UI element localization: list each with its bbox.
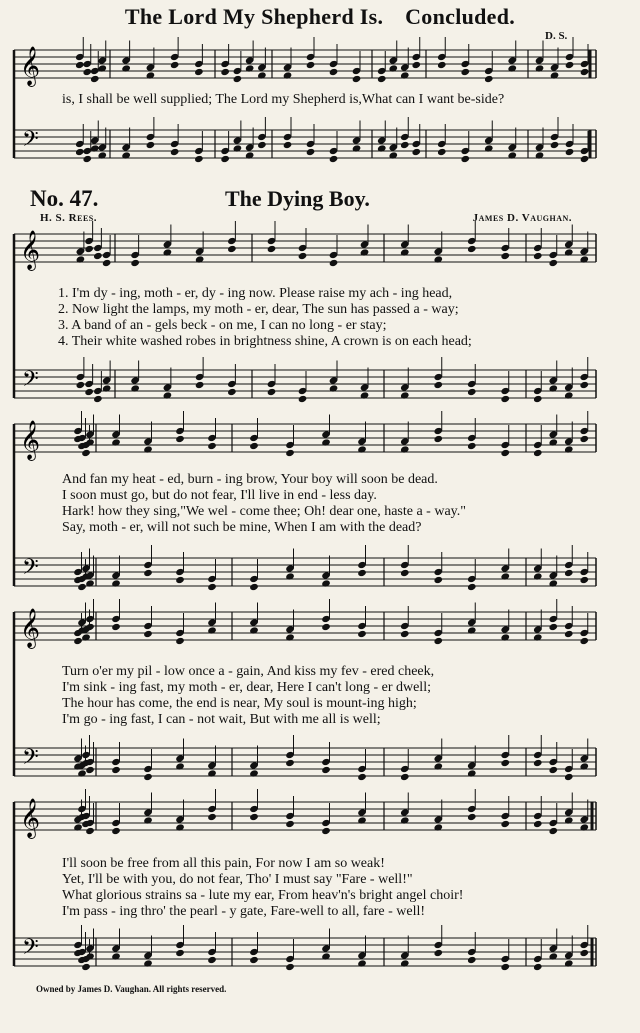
- lyric-line: 2. Now light the lamps, my moth - er, dear, The sun has passed a - way;: [58, 302, 459, 317]
- note-head: [400, 630, 410, 638]
- note-head: [500, 963, 510, 971]
- note-head: [82, 155, 92, 163]
- note-head: [329, 155, 339, 163]
- note-head: [84, 245, 94, 253]
- note-head: [377, 75, 387, 83]
- note-head: [329, 68, 339, 76]
- note-head: [580, 155, 590, 163]
- note-head: [579, 949, 589, 957]
- note-head: [111, 827, 121, 835]
- note-head: [484, 75, 494, 83]
- note-head: [357, 569, 367, 577]
- note-head: [400, 569, 410, 577]
- note-head: [533, 759, 543, 767]
- note-head: [565, 61, 575, 69]
- note-head: [143, 569, 153, 577]
- note-head: [321, 827, 331, 835]
- lyric-line: I'm go - ing fast, I can - not wait, But with me all is well;: [62, 712, 381, 727]
- note-head: [285, 759, 295, 767]
- note-head: [220, 68, 230, 76]
- note-head: [548, 259, 558, 267]
- note-head: [579, 381, 589, 389]
- copyright-footer: Owned by James D. Vaughan. All rights reserved.: [36, 984, 227, 994]
- lyric-line: Turn o'er my pil - low once a - gain, And kiss my fev - ered cheek,: [62, 664, 435, 679]
- note-head: [73, 637, 83, 645]
- note-head: [357, 630, 367, 638]
- lyric-line: Hark! how they sing,"We wel - come thee; Oh! dear one, haste a - way.": [62, 504, 466, 519]
- note-head: [285, 963, 295, 971]
- treble-clef-icon: 𝄞: [20, 230, 41, 270]
- treble-clef-icon: 𝄞: [20, 420, 41, 460]
- note-head: [564, 773, 574, 781]
- note-head: [579, 576, 589, 584]
- note-head: [580, 68, 590, 76]
- composer-credit: James D. Vaughan.: [472, 212, 572, 224]
- lyric-line: The hour has come, the end is near, My soul is mount-ing high;: [62, 696, 417, 711]
- lyricist-credit: H. S. Rees.: [40, 212, 97, 224]
- note-head: [411, 61, 421, 69]
- note-head: [227, 388, 237, 396]
- note-head: [437, 148, 447, 156]
- note-head: [76, 381, 86, 389]
- lyric-line: And fan my heat - ed, burn - ing brow, Your boy will soon be dead.: [62, 472, 438, 487]
- note-head: [411, 148, 421, 156]
- note-head: [77, 583, 87, 591]
- note-head: [400, 773, 410, 781]
- note-head: [433, 637, 443, 645]
- note-head: [85, 827, 95, 835]
- bass-clef-icon: 𝄢: [22, 935, 39, 965]
- note-head: [467, 583, 477, 591]
- note-head: [75, 61, 85, 69]
- note-head: [500, 395, 510, 403]
- note-head: [321, 623, 331, 631]
- bass-clef-icon: 𝄢: [22, 555, 39, 585]
- concluded-label: Concluded.: [405, 4, 516, 29]
- note-head: [195, 381, 205, 389]
- note-head: [75, 148, 85, 156]
- note-head: [433, 576, 443, 584]
- note-head: [500, 759, 510, 767]
- note-head: [207, 583, 217, 591]
- note-head: [460, 68, 470, 76]
- note-head: [285, 820, 295, 828]
- lyric-line: What glorious strains sa - lute my ear, From heav'n's bright angel choir!: [62, 888, 464, 903]
- hymn-title: The Dying Boy.: [225, 186, 370, 211]
- note-head: [220, 155, 230, 163]
- note-head: [249, 442, 259, 450]
- bass-clef-icon: 𝄢: [22, 367, 39, 397]
- hymn-number: No. 47.: [30, 186, 99, 211]
- note-head: [306, 61, 316, 69]
- note-head: [352, 75, 362, 83]
- lyric-line: I soon must go, but do not fear, I'll live in end - less day.: [62, 488, 377, 503]
- note-head: [170, 61, 180, 69]
- note-head: [467, 956, 477, 964]
- lyric-line: 3. A band of an - gels beck - on me, I can no long - er stay;: [58, 318, 387, 333]
- note-head: [579, 435, 589, 443]
- note-head: [550, 141, 560, 149]
- note-head: [146, 141, 156, 149]
- note-head: [257, 141, 267, 149]
- note-head: [533, 252, 543, 260]
- note-head: [306, 148, 316, 156]
- note-head: [267, 388, 277, 396]
- note-head: [500, 820, 510, 828]
- note-head: [400, 141, 410, 149]
- note-head: [564, 630, 574, 638]
- lyric-line: 4. Their white washed robes in brightness shine, A crown is on each head;: [58, 334, 472, 349]
- note-head: [298, 395, 308, 403]
- note-head: [227, 245, 237, 253]
- note-head: [194, 155, 204, 163]
- lyric-line: I'm pass - ing thro' the pearl - y gate, Fare-well to all, fare - well!: [62, 904, 426, 919]
- lyric-line: Say, moth - er, will not such be mine, When I am with the dead?: [62, 520, 422, 535]
- note-head: [207, 442, 217, 450]
- concluded-lyric: is, I shall be well supplied; The Lord my Shepherd is,What can I want be-side?: [62, 92, 505, 107]
- note-head: [433, 949, 443, 957]
- note-head: [102, 259, 112, 267]
- lyric-line: Yet, I'll be with you, do not fear, Tho' I must say "Fare - well!": [62, 872, 413, 887]
- note-head: [85, 766, 95, 774]
- note-head: [207, 956, 217, 964]
- lyric-line: 1. I'm dy - ing, moth - er, dy - ing now. Please raise my ach - ing head,: [58, 286, 453, 301]
- note-head: [533, 449, 543, 457]
- note-head: [467, 245, 477, 253]
- note-head: [111, 766, 121, 774]
- note-head: [533, 395, 543, 403]
- note-head: [93, 252, 103, 260]
- note-head: [84, 388, 94, 396]
- note-head: [433, 381, 443, 389]
- note-head: [233, 75, 243, 83]
- note-head: [500, 449, 510, 457]
- treble-clef-icon: 𝄞: [20, 608, 41, 648]
- note-head: [175, 435, 185, 443]
- note-head: [321, 766, 331, 774]
- note-head: [500, 252, 510, 260]
- bass-clef-icon: 𝄢: [22, 745, 39, 775]
- note-head: [298, 252, 308, 260]
- note-head: [130, 259, 140, 267]
- note-head: [143, 630, 153, 638]
- note-head: [533, 820, 543, 828]
- note-head: [467, 388, 477, 396]
- note-head: [467, 442, 477, 450]
- note-head: [285, 449, 295, 457]
- note-head: [357, 773, 367, 781]
- note-head: [564, 569, 574, 577]
- note-head: [548, 827, 558, 835]
- note-head: [111, 623, 121, 631]
- note-head: [533, 963, 543, 971]
- note-head: [467, 813, 477, 821]
- note-head: [249, 583, 259, 591]
- note-head: [170, 148, 180, 156]
- bass-clef-icon: 𝄢: [22, 127, 39, 157]
- note-head: [267, 245, 277, 253]
- note-head: [460, 155, 470, 163]
- note-head: [81, 963, 91, 971]
- note-head: [207, 813, 217, 821]
- note-head: [433, 435, 443, 443]
- lyric-line: I'm sink - ing fast, my moth - er, dear, Here I can't long - er dwell;: [62, 680, 431, 695]
- previous-hymn-title: The Lord My Shepherd Is.: [124, 4, 384, 29]
- note-head: [194, 68, 204, 76]
- treble-clef-icon: 𝄞: [20, 46, 41, 86]
- lyric-line: I'll soon be free from all this pain, For now I am so weak!: [62, 856, 385, 871]
- note-head: [143, 773, 153, 781]
- note-head: [329, 259, 339, 267]
- note-head: [579, 637, 589, 645]
- treble-clef-icon: 𝄞: [20, 798, 41, 838]
- note-head: [82, 68, 92, 76]
- note-head: [93, 395, 103, 403]
- note-head: [90, 75, 100, 83]
- note-head: [565, 148, 575, 156]
- dal-segno-mark: D. S.: [545, 30, 568, 42]
- note-head: [548, 623, 558, 631]
- note-head: [283, 141, 293, 149]
- note-head: [175, 949, 185, 957]
- note-head: [81, 449, 91, 457]
- note-head: [437, 61, 447, 69]
- note-head: [175, 576, 185, 584]
- note-head: [249, 813, 259, 821]
- note-head: [175, 637, 185, 645]
- note-head: [548, 766, 558, 774]
- note-head: [249, 956, 259, 964]
